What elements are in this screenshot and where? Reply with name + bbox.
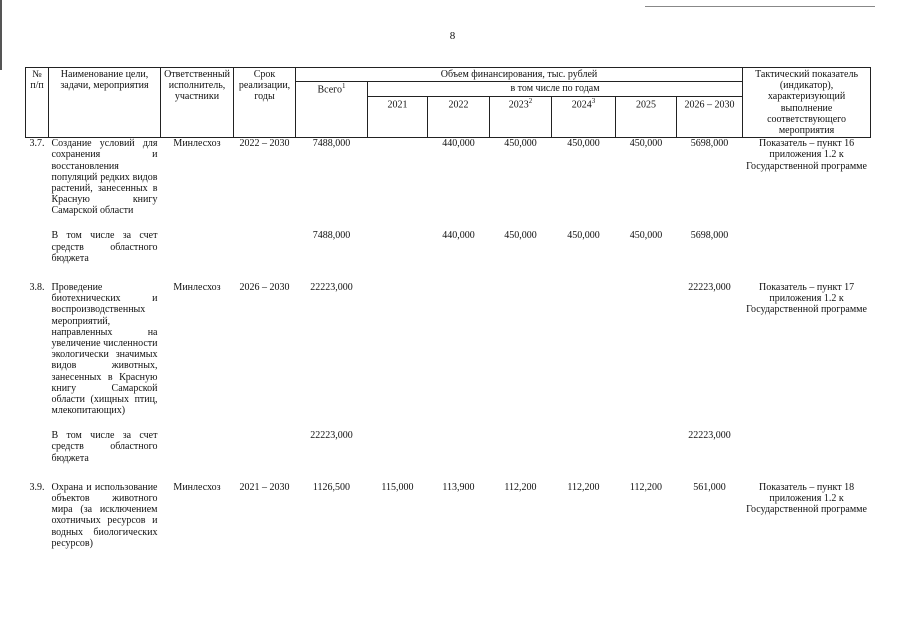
spacer-cell [26, 464, 871, 482]
row-year-value: 5698,000 [690, 138, 729, 150]
row-year-value: 22223,000 [688, 430, 731, 442]
row-responsible: Минлесхоз [173, 282, 221, 293]
row-year-value [552, 282, 616, 416]
table-row [26, 138, 871, 217]
row-year-value [490, 282, 552, 416]
row-total: 7488,000 [312, 138, 351, 150]
table-row [26, 482, 871, 549]
header-funding: Объем финансирования, тыс. рублей [296, 68, 743, 82]
table-body [26, 138, 871, 549]
top-scan-rule [645, 6, 875, 7]
row-spacer [26, 416, 871, 430]
spacer-cell [26, 264, 871, 282]
table-row [26, 430, 871, 464]
row-name: Охрана и использование объектов животного мира (за исключением охотничьих ресурсов и водных биологических ресурсов) [51, 481, 158, 549]
row-year-value [368, 282, 428, 416]
header-responsible: Ответственный исполнитель, участники [161, 68, 234, 138]
row-term: 2021 – 2030 [239, 481, 290, 493]
header-year: 2025 [616, 97, 677, 138]
table-header [26, 68, 871, 138]
row-responsible: Минлесхоз [173, 481, 221, 493]
row-year-value: 5698,000 [690, 230, 729, 242]
row-year-value: 450,000 [504, 230, 537, 242]
row-year-value [428, 430, 490, 464]
row-total: 7488,000 [312, 230, 351, 242]
header-year: 2022 [428, 97, 490, 138]
row-name: В том числе за счет средств областного бюджета [51, 230, 158, 264]
row-total: 22223,000 [310, 430, 353, 442]
row-year-value [428, 282, 490, 416]
row-year-value: 115,000 [381, 481, 414, 493]
page-number: 8 [449, 30, 456, 42]
table-row [26, 282, 871, 416]
header-indicator: Тактический показатель (индикатор), характеризующий выполнение соответствующего мероприятия [743, 68, 871, 138]
row-responsible [161, 230, 234, 264]
row-year-value [616, 430, 677, 464]
header-total: Всего$^1$ [296, 82, 368, 138]
spacer-cell [26, 216, 871, 230]
row-year-value: 22223,000 [688, 282, 731, 293]
row-year-value [368, 230, 428, 264]
row-term [234, 230, 296, 264]
row-number: 3.7. [29, 138, 45, 150]
row-spacer [26, 264, 871, 282]
row-spacer [26, 464, 871, 482]
row-number: 3.8. [29, 282, 45, 293]
header-year: 2021 [368, 97, 428, 138]
header-name: Наименование цели, задачи, мероприятия [49, 68, 161, 138]
spacer-cell [26, 416, 871, 430]
row-year-value: 450,000 [567, 138, 600, 150]
row-year-value: 112,200 [504, 481, 537, 493]
row-year-value: 450,000 [567, 230, 600, 242]
row-year-value [552, 430, 616, 464]
row-indicator: Показатель – пункт 18 приложения 1.2 к Государственной программе [746, 481, 867, 516]
row-total: 1126,500 [312, 481, 351, 493]
row-number [26, 230, 49, 264]
row-indicator: Показатель – пункт 17 приложения 1.2 к Государственной программе [746, 282, 867, 316]
funding-table [25, 67, 871, 549]
row-indicator [743, 230, 871, 264]
row-name: В том числе за счет средств областного бюджета [51, 430, 158, 464]
header-num: № п/п [26, 68, 49, 138]
row-number: 3.9. [29, 481, 45, 493]
row-year-value [616, 282, 677, 416]
row-year-value [368, 430, 428, 464]
row-responsible [161, 430, 234, 464]
row-name: Проведение биотехнических и воспроизводственных мероприятий, направленных на увеличение численности экологически значимых видов животных, занесенных в Красную книгу Самарской области (хищных птиц, млекопитающих) [51, 282, 158, 417]
row-year-value: 440,000 [442, 138, 475, 150]
header-year: 2024$^3$ [552, 97, 616, 138]
row-year-value: 561,000 [693, 481, 726, 493]
row-year-value: 112,200 [629, 481, 663, 493]
row-number [26, 430, 49, 464]
header-by-years: в том числе по годам [368, 82, 743, 97]
row-indicator: Показатель – пункт 16 приложения 1.2 к Государственной программе [746, 138, 867, 172]
footnote-mark: 1 [342, 82, 346, 91]
header-year: 2026 – 2030 [677, 97, 743, 138]
row-year-value: 440,000 [442, 230, 475, 242]
row-term [234, 430, 296, 464]
table-row [26, 230, 871, 264]
row-year-value: 450,000 [504, 138, 537, 150]
header-term: Срок реализации, годы [234, 68, 296, 138]
row-year-value [368, 138, 428, 217]
row-name: Создание условий для сохранения и восстановления популяций редких видов растений, занесенных в Красную книгу Самарской области [51, 138, 158, 217]
row-indicator [743, 430, 871, 464]
row-term: 2026 – 2030 [239, 282, 290, 293]
header-year: 2023$^2$ [490, 97, 552, 138]
row-term: 2022 – 2030 [239, 138, 290, 150]
row-year-value: 450,000 [629, 230, 663, 242]
row-responsible: Минлесхоз [173, 138, 221, 150]
row-spacer [26, 216, 871, 230]
row-year-value: 450,000 [629, 138, 663, 150]
row-year-value: 112,200 [567, 481, 600, 493]
row-year-value: 113,900 [442, 481, 475, 493]
row-total: 22223,000 [310, 282, 353, 293]
row-year-value [490, 430, 552, 464]
